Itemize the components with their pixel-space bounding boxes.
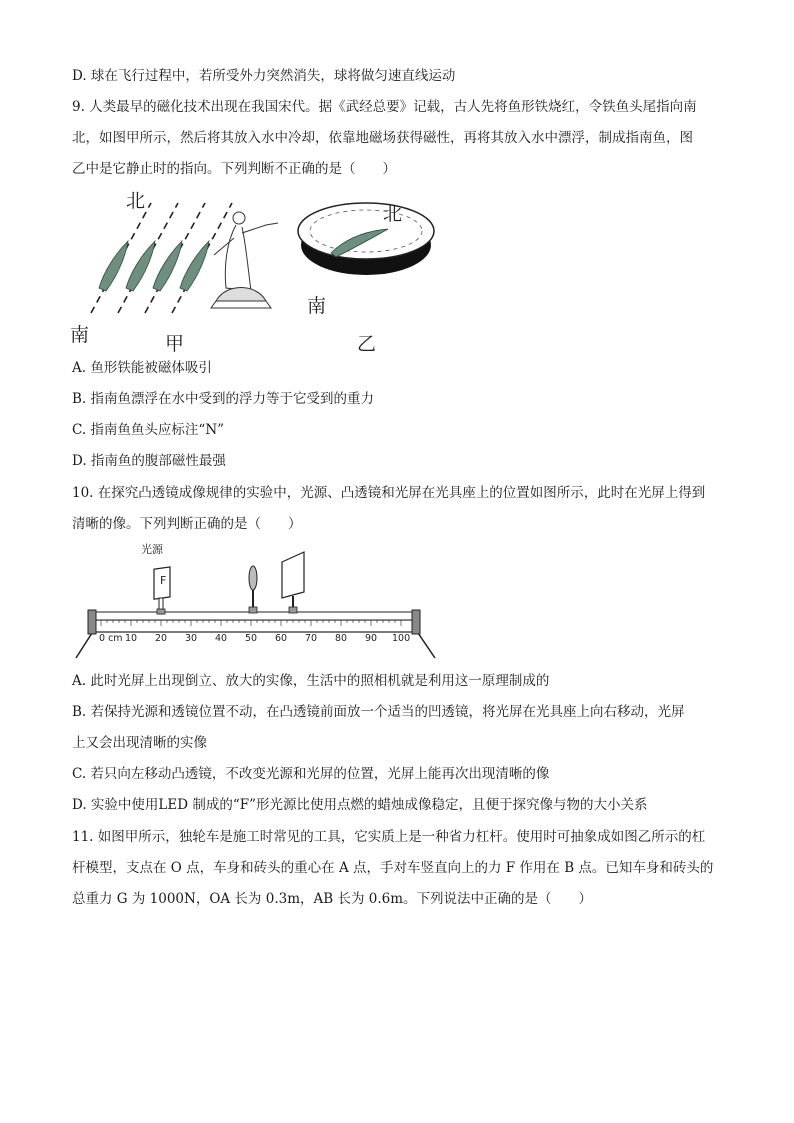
q9-line-1: 9. 人类最早的磁化技术出现在我国宋代。据《武经总要》记载，古人先将鱼形铁烧红，令铁鱼头尾指向南 bbox=[72, 99, 697, 115]
fig-jia-caption: 甲 bbox=[165, 333, 185, 355]
compass-bowl-icon bbox=[298, 203, 434, 275]
light-screen-icon bbox=[282, 552, 304, 613]
ruler-unit-label: 0 cm bbox=[99, 633, 123, 644]
q10-option-b-line-1: B. 若保持光源和透镜位置不动，在凸透镜前面放一个适当的凹透镜，将光屏在光具座上向右移动，光屏 bbox=[72, 704, 685, 720]
q10-line-1: 10. 在探究凸透镜成像规律的实验中，光源、凸透镜和光屏在光具座上的位置如图所示，此时在光屏上得到 bbox=[72, 485, 706, 501]
fig-yi-caption: 乙 bbox=[357, 333, 377, 355]
q9-option-d: D. 指南鱼的腹部磁性最强 bbox=[72, 453, 226, 469]
ruler-tick-label: 90 bbox=[365, 633, 378, 644]
light-source-label: 光源 bbox=[141, 543, 163, 556]
fig-yi-south-label: 南 bbox=[307, 295, 327, 317]
q9-option-a: A. 鱼形铁能被磁体吸引 bbox=[72, 360, 212, 376]
ancient-person-icon bbox=[211, 212, 278, 308]
q11-line-1: 11. 如图甲所示，独轮车是施工时常见的工具，它实质上是一种省力杠杆。使用时可抽象成如图乙所示的杠 bbox=[72, 829, 706, 845]
ruler-tick-label: 80 bbox=[335, 633, 348, 644]
magnetic-guide-lines bbox=[91, 203, 232, 313]
q10-option-d: D. 实验中使用LED 制成的“F”形光源比使用点燃的蜡烛成像稳定，且便于探究像与物的大小关系 bbox=[72, 797, 648, 813]
fig-jia-south-label: 南 bbox=[70, 324, 90, 346]
ruler-tick-label: 70 bbox=[305, 633, 318, 644]
ruler-tick-label: 40 bbox=[215, 633, 228, 644]
q9-line-2: 北，如图甲所示，然后将其放入水中冷却，依靠地磁场获得磁性，再将其放入水中漂浮，制成指南鱼，图 bbox=[72, 130, 693, 146]
fig-jia-north-label: 北 bbox=[126, 190, 146, 212]
ruler-tick-label: 100 bbox=[392, 633, 411, 644]
q10-option-b-line-2: 上又会出现清晰的实像 bbox=[72, 735, 207, 751]
ruler-tick-label: 20 bbox=[155, 633, 168, 644]
q11-line-3: 总重力 G 为 1000N，OA 长为 0.3m，AB 长为 0.6m。下列说法中正确的是（ ） bbox=[72, 891, 593, 907]
q10-line-2: 清晰的像。下列判断正确的是（ ） bbox=[72, 516, 302, 532]
fig-yi-north-label: 北 bbox=[383, 203, 403, 225]
light-source-letter: F bbox=[160, 574, 167, 587]
q9-option-b: B. 指南鱼漂浮在水中受到的浮力等于它受到的重力 bbox=[72, 391, 375, 407]
q10-option-c: C. 若只向左移动凸透镜，不改变光源和光屏的位置，光屏上能再次出现清晰的像 bbox=[72, 766, 550, 782]
ruler-tick-label: 60 bbox=[275, 633, 288, 644]
ruler-tick-label: 50 bbox=[245, 633, 258, 644]
q9-line-3: 乙中是它静止时的指向。下列判断不正确的是（ ） bbox=[72, 161, 396, 177]
option-d-prev: D. 球在飞行过程中，若所受外力突然消失，球将做匀速直线运动 bbox=[72, 68, 456, 84]
convex-lens-icon bbox=[249, 566, 257, 613]
q9-option-c: C. 指南鱼鱼头应标注“N” bbox=[72, 422, 225, 438]
q11-line-2: 杆模型，支点在 O 点，车身和砖头的重心在 A 点，手对车竖直向上的力 F 作用在 B 点。已知车身和砖头的 bbox=[72, 860, 714, 876]
q10-option-a: A. 此时光屏上出现倒立、放大的实像，生活中的照相机就是利用这一原理制成的 bbox=[72, 673, 550, 689]
ruler-tick-label: 10 bbox=[125, 633, 138, 644]
ruler-tick-label: 30 bbox=[185, 633, 198, 644]
